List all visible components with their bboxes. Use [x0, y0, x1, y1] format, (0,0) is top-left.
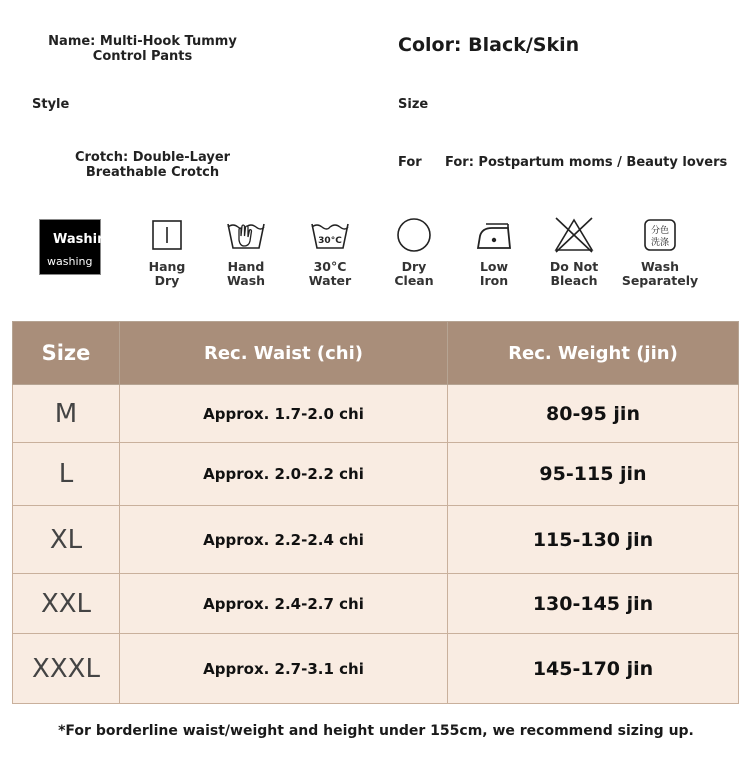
care-label: 30°C Water	[308, 259, 352, 288]
for-value: For: Postpartum moms / Beauty lovers	[445, 155, 728, 170]
header-waist: Rec. Waist (chi)	[120, 322, 448, 385]
waist-cell: Approx. 2.7-3.1 chi	[120, 634, 448, 704]
wash-separately-text-1: 分色	[650, 226, 670, 236]
care-low-iron	[452, 214, 536, 288]
table-row	[13, 574, 739, 634]
table-row	[13, 634, 739, 704]
table-row	[13, 506, 739, 574]
dry-clean-icon	[396, 217, 432, 253]
care-label: Low Iron	[479, 259, 509, 288]
weight-cell: 145-170 jin	[448, 634, 739, 704]
table-header-row	[13, 322, 739, 385]
header-weight: Rec. Weight (jin)	[448, 322, 739, 385]
wash-temp-text: 30°C	[318, 236, 342, 246]
care-label: Hang Dry	[148, 259, 186, 288]
weight-cell: 80-95 jin	[448, 385, 739, 443]
product-color: Color: Black/Skin	[398, 34, 580, 56]
crotch-info: Crotch: Double-Layer Breathable Crotch	[74, 150, 231, 180]
weight-cell: 130-145 jin	[448, 574, 739, 634]
care-30c-water	[288, 214, 372, 288]
weight-cell: 115-130 jin	[448, 506, 739, 574]
wash-separately-text-2: 洗涤	[650, 238, 670, 248]
size-cell: XXXL	[13, 634, 120, 704]
size-chart-table	[12, 321, 739, 704]
size-cell: XL	[13, 506, 120, 574]
weight-cell: 95-115 jin	[448, 443, 739, 506]
care-label: Dry Clean	[394, 259, 434, 288]
washing-badge	[39, 219, 116, 275]
product-name: Name: Multi-Hook Tummy Control Pants	[48, 34, 237, 64]
wash-separately-icon	[643, 218, 677, 252]
size-cell: M	[13, 385, 120, 443]
care-label: Hand Wash	[226, 259, 266, 288]
care-do-not-bleach	[532, 214, 616, 288]
sizing-footnote: *For borderline waist/weight and height under 155cm, we recommend sizing up.	[58, 723, 694, 739]
style-label: Style	[32, 97, 70, 112]
waist-cell: Approx. 2.2-2.4 chi	[120, 506, 448, 574]
waist-cell: Approx. 1.7-2.0 chi	[120, 385, 448, 443]
low-iron-icon	[474, 218, 514, 252]
for-label: For	[398, 155, 422, 170]
care-hang-dry	[125, 214, 209, 288]
care-hand-wash	[204, 214, 288, 288]
washing-subtitle: washing	[47, 255, 93, 268]
wash-30c-icon	[309, 219, 351, 251]
hang-dry-icon	[151, 219, 183, 251]
washing-title: Washing	[53, 232, 116, 247]
hand-wash-icon	[225, 218, 267, 252]
waist-cell: Approx. 2.0-2.2 chi	[120, 443, 448, 506]
care-dry-clean	[372, 214, 456, 288]
size-cell: L	[13, 443, 120, 506]
care-wash-separately	[618, 214, 702, 288]
size-label: Size	[398, 97, 429, 112]
care-label: Wash Separately	[621, 259, 699, 288]
table-row	[13, 385, 739, 443]
do-not-bleach-icon	[553, 216, 595, 254]
header-size: Size	[13, 322, 120, 385]
size-cell: XXL	[13, 574, 120, 634]
waist-cell: Approx. 2.4-2.7 chi	[120, 574, 448, 634]
care-label: Do Not Bleach	[549, 259, 599, 288]
table-row	[13, 443, 739, 506]
